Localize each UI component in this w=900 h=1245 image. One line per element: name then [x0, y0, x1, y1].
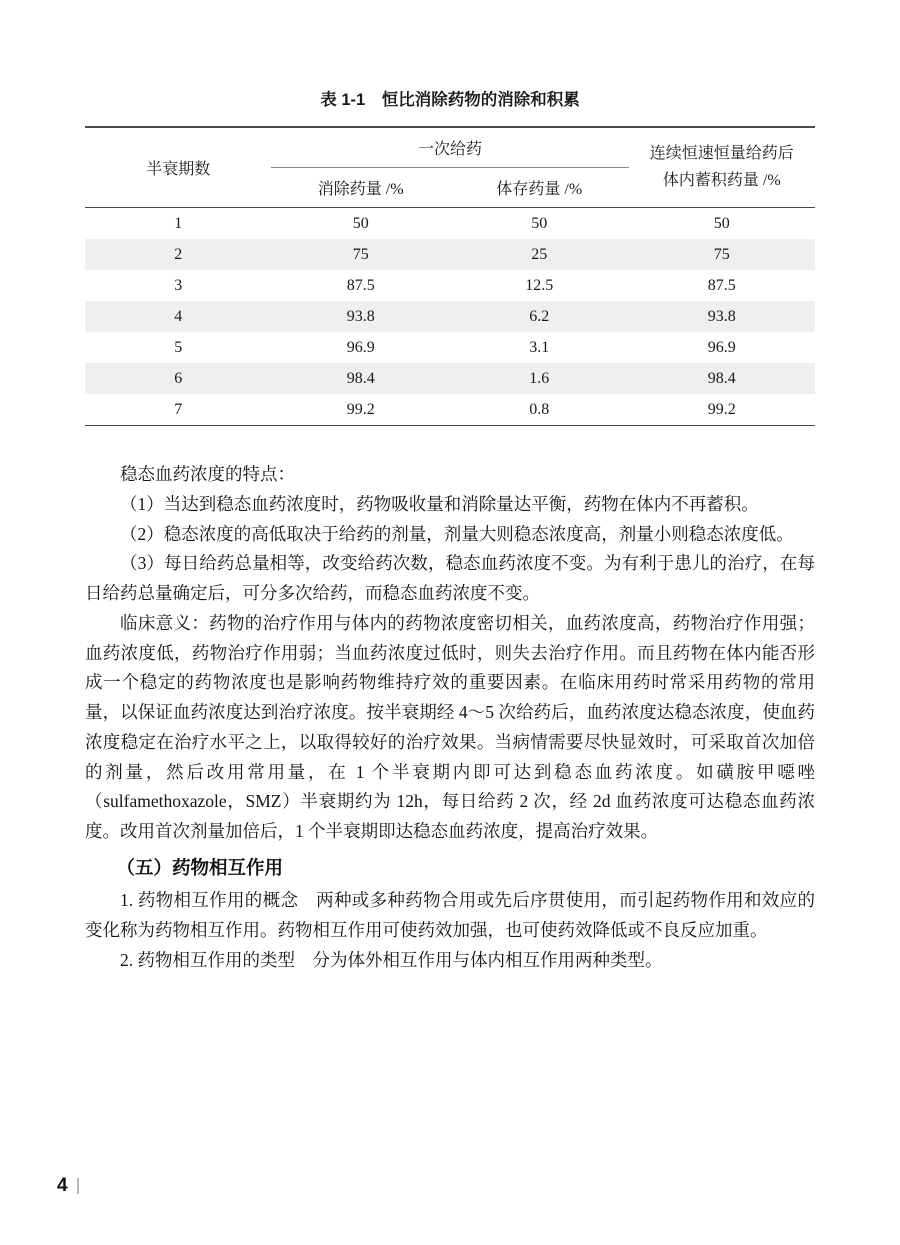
table-cell: 12.5 — [525, 276, 554, 294]
table-cell: 98.4 — [346, 369, 375, 387]
table-header — [85, 127, 815, 208]
table-cell: 3 — [174, 276, 183, 294]
elimination-accumulation-table — [85, 126, 815, 426]
table-cell: 50 — [352, 214, 369, 232]
section-heading: （五）药物相互作用 — [116, 856, 283, 878]
header-continuous-dosing-line1: 连续恒速恒量给药后 — [649, 145, 794, 163]
table-cell: 87.5 — [707, 276, 736, 294]
table-cell: 98.4 — [707, 369, 736, 387]
paragraph: 临床意义：药物的治疗作用与体内的药物浓度密切相关，血药浓度高，药物治疗作用强；血药浓度低，药物治疗作用弱；当血药浓度过低时，则失去治疗作用。而且药物在体内能否形成一个稳定的药物浓度也是影响药物维持疗效的重要因素。在临床用药时常采用药物的常用量，以保证血药浓度达到治疗浓度。按半衰期经 4～5 次给药后，血药浓度达稳态浓度，使血药浓度稳定在治疗水平之上，以取得较好的治疗效果。当病情需要尽快显效时，可采取首次加倍的剂量，然后改用常用量，在 1 个半衰期内即可达到稳态血药浓度。如磺胺甲噁唑（sulfamethoxazole，SMZ）半衰期约为 12h，每日给药 2 次，经 2d 血药浓度可达稳态血药浓度。改用首次剂量加倍后，1 个半衰期即达稳态血药浓度，提高治疗效果。 — [85, 612, 815, 841]
table-cell: 6 — [174, 369, 183, 387]
body-text — [85, 460, 815, 976]
header-continuous-dosing-line2: 体内蓄积药量 /% — [662, 171, 781, 189]
table-cell: 96.9 — [707, 338, 736, 356]
header-remaining-amount: 体存药量 /% — [450, 168, 629, 208]
table-cell: 93.8 — [707, 307, 736, 325]
page-footer — [57, 1175, 79, 1197]
table-cell: 99.2 — [346, 400, 375, 418]
table-cell: 5 — [174, 338, 183, 356]
table-cell: 6.2 — [529, 307, 550, 325]
page-number: 4 — [57, 1175, 68, 1196]
table-cell: 96.9 — [346, 338, 375, 356]
table-row — [85, 394, 815, 426]
header-half-life-count: 半衰期数 — [85, 127, 271, 208]
table-cell: 7 — [174, 400, 183, 418]
page-number-divider — [77, 1178, 79, 1194]
table-cell: 87.5 — [346, 276, 375, 294]
table-row — [85, 363, 815, 394]
table-cell: 99.2 — [707, 400, 736, 418]
paragraph: 稳态血药浓度的特点： — [120, 464, 295, 484]
table-cell: 75 — [713, 245, 730, 263]
table-cell: 1 — [174, 214, 183, 232]
table-row — [85, 239, 815, 270]
table-cell: 1.6 — [529, 369, 550, 387]
table-row — [85, 332, 815, 363]
list-item: 1. 药物相互作用的概念 两种或多种药物合用或先后序贯使用，而引起药物作用和效应的变化称为药物相互作用。药物相互作用可使药效加强，也可使药效降低或不良反应加重。 — [85, 890, 815, 941]
table-title: 表 1-1 恒比消除药物的消除和积累 — [320, 91, 580, 109]
header-continuous-dosing — [629, 127, 815, 208]
paragraph: （1）当达到稳态血药浓度时，药物吸收量和消除量达平衡，药物在体内不再蓄积。 — [120, 493, 759, 514]
header-eliminated-amount: 消除药量 /% — [271, 168, 450, 208]
table-cell: 50 — [531, 214, 548, 232]
header-single-dose-group: 一次给药 — [271, 127, 628, 168]
table-row — [85, 208, 815, 240]
paragraph: （3）每日给药总量相等，改变给药次数，稳态血药浓度不变。为有利于患儿的治疗，在每日给药总量确定后，可分多次给药，而稳态血药浓度不变。 — [85, 553, 815, 603]
table-cell: 25 — [531, 245, 548, 263]
table-cell: 0.8 — [529, 400, 550, 418]
table-cell: 2 — [174, 245, 183, 263]
table-cell: 50 — [713, 214, 730, 232]
table-cell: 75 — [352, 245, 369, 263]
table-cell: 3.1 — [529, 338, 550, 356]
table-cell: 93.8 — [346, 307, 375, 325]
table-body — [85, 208, 815, 426]
paragraph: （2）稳态浓度的高低取决于给药的剂量，剂量大则稳态浓度高，剂量小则稳态浓度低。 — [120, 523, 794, 544]
table-cell: 4 — [174, 307, 183, 325]
list-item: 2. 药物相互作用的类型 分为体外相互作用与体内相互作用两种类型。 — [120, 949, 663, 970]
table-row — [85, 301, 815, 332]
table-row — [85, 270, 815, 301]
